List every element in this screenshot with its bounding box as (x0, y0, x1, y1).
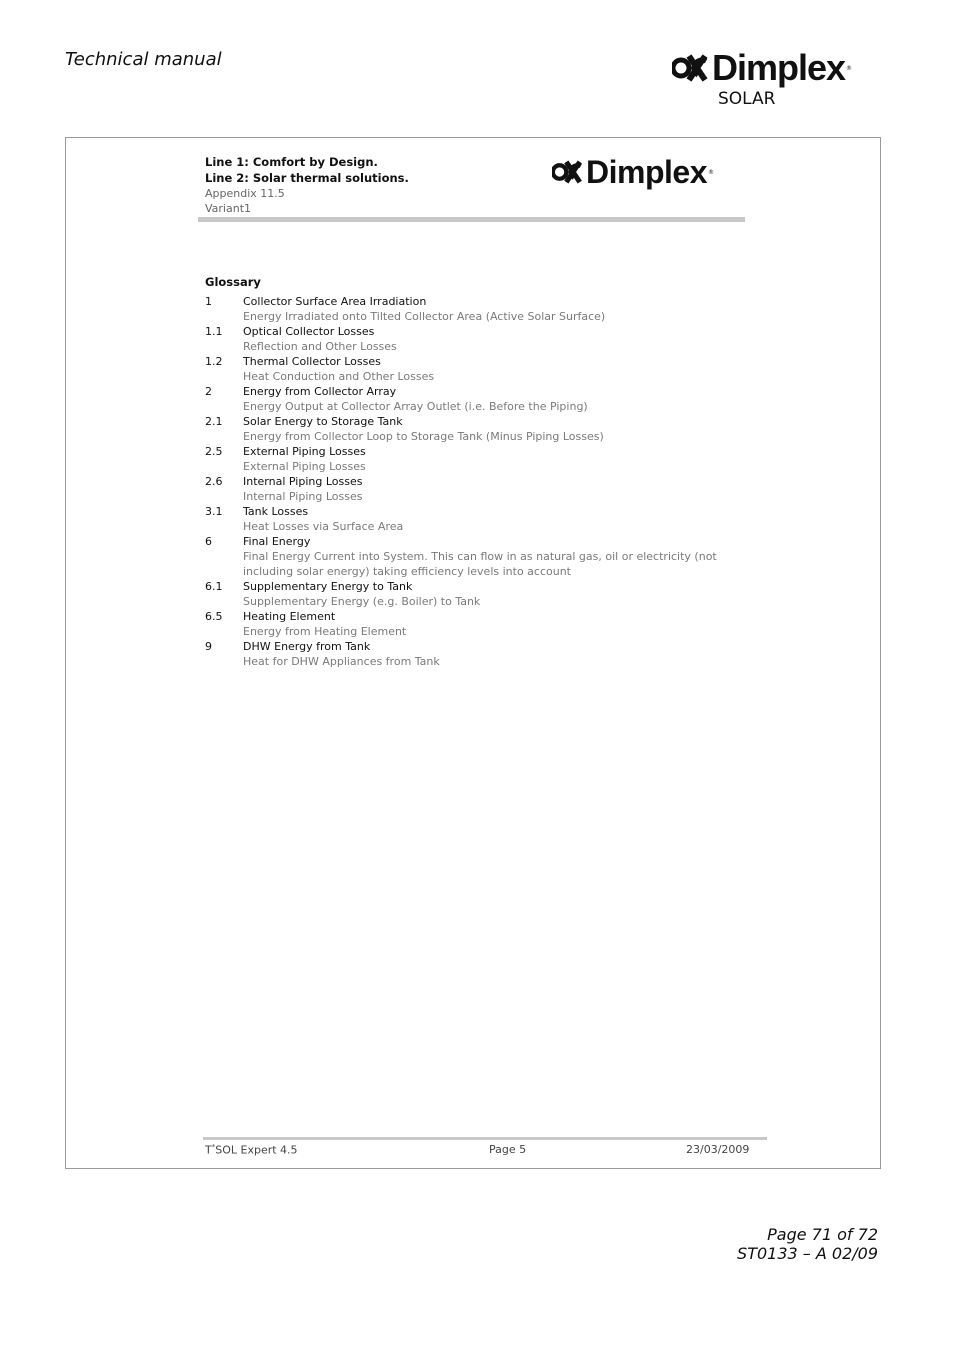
glossary-description: Supplementary Energy (e.g. Boiler) to Tank (243, 595, 481, 608)
glossary-description: Energy from Heating Element (243, 625, 407, 638)
glossary-description: External Piping Losses (243, 460, 366, 473)
glossary-number: 2.6 (205, 475, 223, 488)
software-version (205, 1143, 298, 1157)
glossary-number: 6.1 (205, 580, 223, 593)
embedded-page-date: 23/03/2009 (686, 1143, 750, 1156)
glossary-number: 9 (205, 640, 212, 653)
glossary-number: 6.5 (205, 610, 223, 623)
glossary-item (205, 609, 765, 639)
glossary-description: Internal Piping Losses (243, 490, 363, 503)
glossary-term: External Piping Losses (243, 445, 366, 458)
glossary-term: Internal Piping Losses (243, 475, 363, 488)
glossary-number: 2.5 (205, 445, 223, 458)
glossary-term: Supplementary Energy to Tank (243, 580, 413, 593)
embedded-logo-name: Dimplex (586, 154, 707, 190)
header-line-1: Line 1: Comfort by Design. (205, 155, 378, 169)
brand-subtitle: SOLAR (718, 89, 776, 109)
glossary-number: 1.2 (205, 355, 223, 368)
glossary-term: Thermal Collector Losses (243, 355, 381, 368)
glossary-number: 1 (205, 295, 212, 308)
page-number: Page 71 of 72 (767, 1225, 878, 1244)
glossary-item (205, 579, 765, 609)
glossary-title: Glossary (205, 275, 261, 289)
glossary-item (205, 324, 765, 354)
glossary-description: Energy from Collector Loop to Storage Tank (Minus Piping Losses) (243, 430, 604, 443)
glossary-item (205, 294, 765, 324)
brand-logo (672, 48, 877, 110)
glossary-term: Tank Losses (243, 505, 309, 518)
glossary-description: Energy Irradiated onto Tilted Collector Area (Active Solar Surface) (243, 310, 606, 323)
glossary-term: Collector Surface Area Irradiation (243, 295, 427, 308)
glossary-term: Final Energy (243, 535, 311, 548)
glossary-item (205, 504, 765, 534)
glossary-number: 6 (205, 535, 212, 548)
doc-title: Technical manual (65, 49, 222, 70)
glossary-item (205, 444, 765, 474)
embedded-logo-trademark: ® (707, 168, 714, 176)
glossary-item (205, 414, 765, 444)
embedded-page-header (205, 154, 745, 222)
glossary-description: Energy Output at Collector Array Outlet (i.e. Before the Piping) (243, 400, 588, 413)
glossary-term: DHW Energy from Tank (243, 640, 371, 653)
glossary-description: Heat Conduction and Other Losses (243, 370, 435, 383)
header-divider (198, 217, 745, 222)
glossary-item (205, 384, 765, 414)
glossary-item (205, 639, 765, 669)
glossary-number: 1.1 (205, 325, 223, 338)
glossary-list (205, 294, 765, 669)
glossary-item (205, 474, 765, 504)
embedded-logo (552, 154, 714, 190)
document-reference: ST0133 – A 02/09 (737, 1244, 878, 1263)
glossary-term: Solar Energy to Storage Tank (243, 415, 403, 428)
glossary-item (205, 354, 765, 384)
brand-name: Dimplex (712, 47, 846, 88)
footer-divider (203, 1137, 767, 1140)
glossary-term: Heating Element (243, 610, 336, 623)
glossary-term: Energy from Collector Array (243, 385, 397, 398)
header-line-2: Line 2: Solar thermal solutions. (205, 171, 409, 185)
glossary-item (205, 534, 765, 579)
embedded-page-number: Page 5 (489, 1143, 527, 1156)
dimplex-mark-icon (552, 159, 584, 185)
variant-label: Variant1 (205, 202, 252, 215)
glossary-description: Reflection and Other Losses (243, 340, 397, 353)
glossary-description: Final Energy Current into System. This can flow in as natural gas, oil or electricity (not including solar energy) taking efficiency levels into account (243, 550, 717, 578)
software-name: SOL Expert 4.5 (215, 1143, 298, 1157)
glossary-number: 3.1 (205, 505, 223, 518)
glossary-description: Heat Losses via Surface Area (243, 520, 404, 533)
brand-trademark: ® (846, 64, 853, 72)
glossary-number: 2 (205, 385, 212, 398)
page-footer (737, 1225, 878, 1263)
glossary-description: Heat for DHW Appliances from Tank (243, 655, 440, 668)
software-superscript: * (211, 1143, 216, 1151)
glossary-term: Optical Collector Losses (243, 325, 375, 338)
appendix-label: Appendix 11.5 (205, 187, 285, 200)
software-prefix: T (205, 1143, 212, 1157)
glossary-number: 2.1 (205, 415, 223, 428)
dimplex-mark-icon (672, 53, 710, 83)
